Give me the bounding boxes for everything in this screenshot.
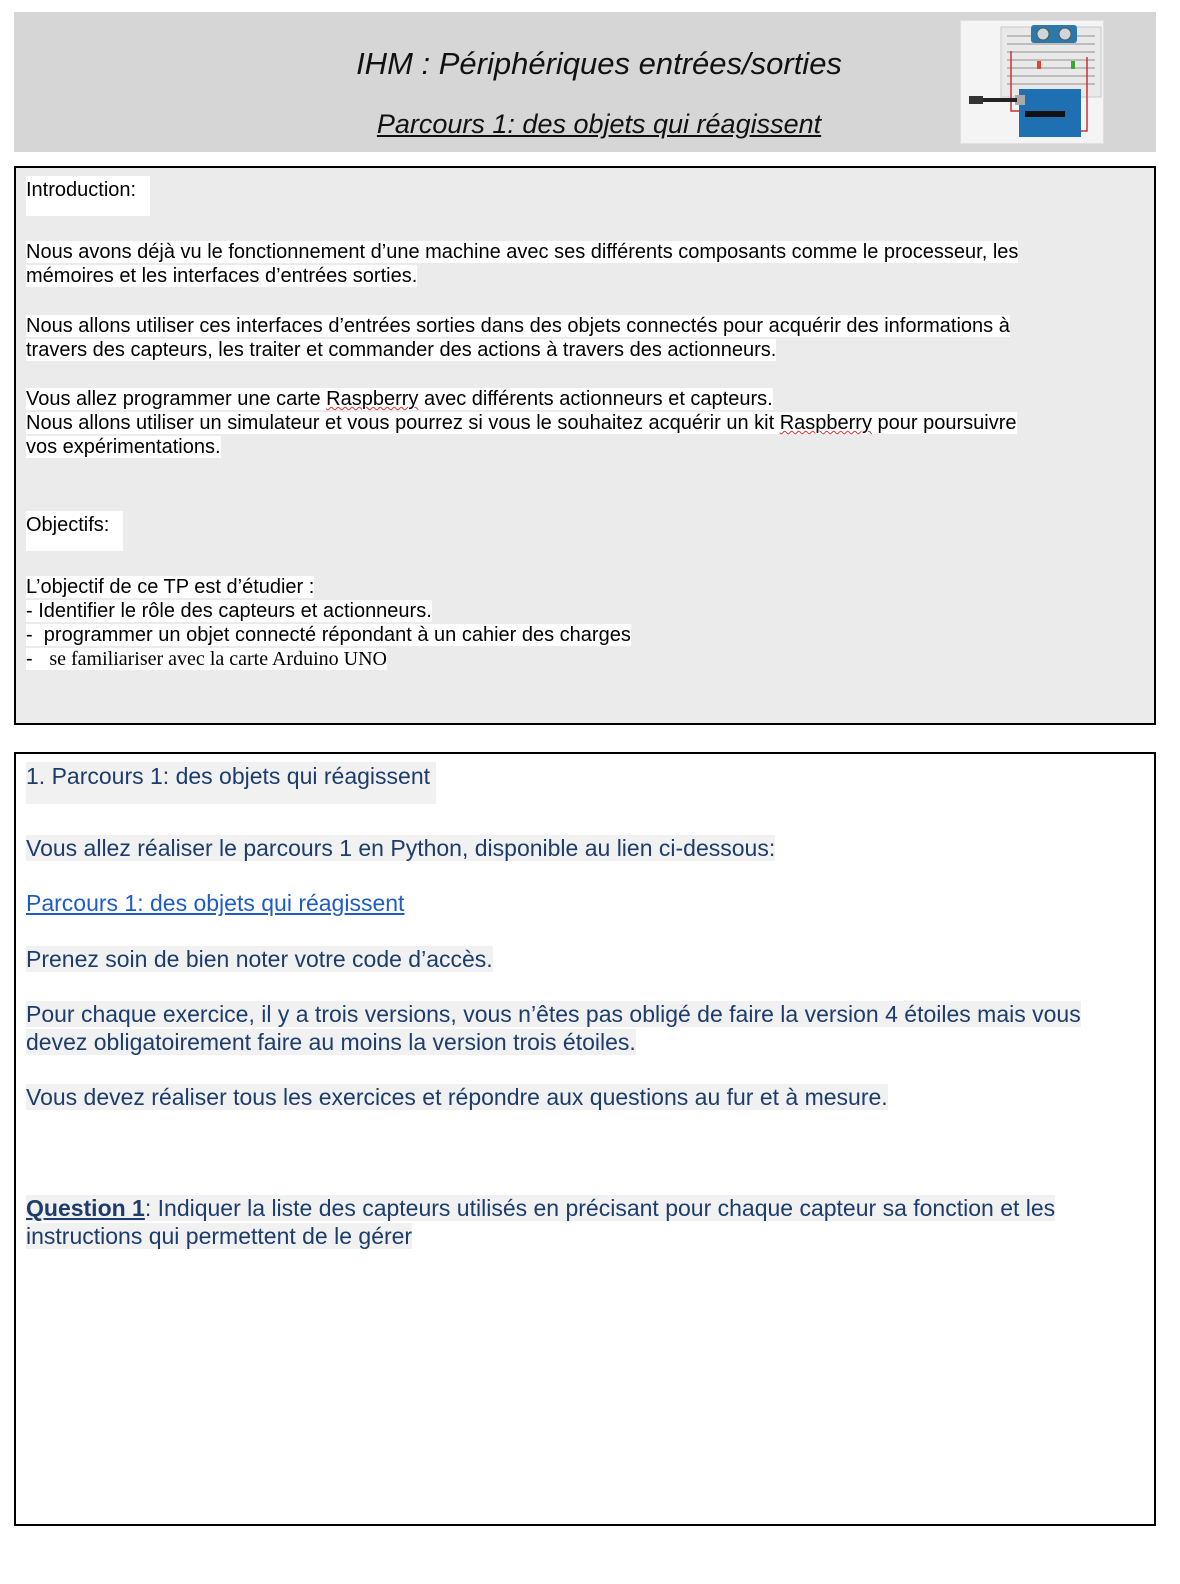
section-1-intro: Vous allez réaliser le parcours 1 en Python, disponible au lien ci-dessous: [26, 835, 776, 861]
intro-paragraph-2: Nous allons utiliser ces interfaces d’entrées sorties dans des objets connectés pour acquérir des informations à travers des capteurs, les traiter et commander des actions à travers des actionneurs. [26, 315, 1010, 361]
intro-paragraph-3: Vous allez programmer une carte Raspberry avec différents actionneurs et capteurs. Nous allons utiliser un simulateur et vous pourrez si vous le souhaitez acquérir un kit Raspberry pour poursuivre vos expérimentations. [26, 388, 1017, 458]
objectives-heading: Objectifs: [26, 511, 123, 551]
introduction-heading: Introduction: [26, 176, 150, 216]
section-1-box [14, 752, 1156, 1526]
page-subtitle: Parcours 1: des objets qui réagissent [376, 109, 822, 139]
section-1-heading: 1. Parcours 1: des objets qui réagissent [26, 762, 436, 804]
page-title: IHM : Périphériques entrées/sorties [356, 46, 842, 81]
misspelled-word: Raspberry [779, 412, 872, 434]
access-code-note: Prenez soin de bien noter votre code d’accès. [26, 946, 493, 972]
objectives-list: L’objectif de ce TP est d’étudier : - Identifier le rôle des capteurs et actionneurs. - programmer un objet connecté répondant à un cahier des charges - se familiariser avec la carte Arduino UNO [26, 576, 631, 670]
intro-paragraph-1: Nous avons déjà vu le fonctionnement d’une machine avec ses différents composants comme le processeur, les mémoires et les interfaces d’entrées sorties. [26, 241, 1019, 287]
versions-note: Pour chaque exercice, il y a trois versions, vous n’êtes pas obligé de faire la version 4 étoiles mais vous devez obligatoirement faire au moins la version trois étoiles. [26, 1001, 1081, 1055]
misspelled-word: Raspberry [326, 388, 419, 410]
arduino-circuit-illustration [961, 21, 1103, 143]
parcours-1-link[interactable]: Parcours 1: des objets qui réagissent [26, 890, 405, 916]
exercises-note: Vous devez réaliser tous les exercices et répondre aux questions au fur et à mesure. [26, 1084, 888, 1110]
question-1: Question 1: Indiquer la liste des capteurs utilisés en précisant pour chaque capteur sa fonction et les instructions qui permettent de le gérer [26, 1195, 1056, 1249]
arduino-circuit-icon [960, 20, 1104, 144]
introduction-box [14, 166, 1156, 725]
question-1-label: Question 1 [26, 1195, 145, 1221]
